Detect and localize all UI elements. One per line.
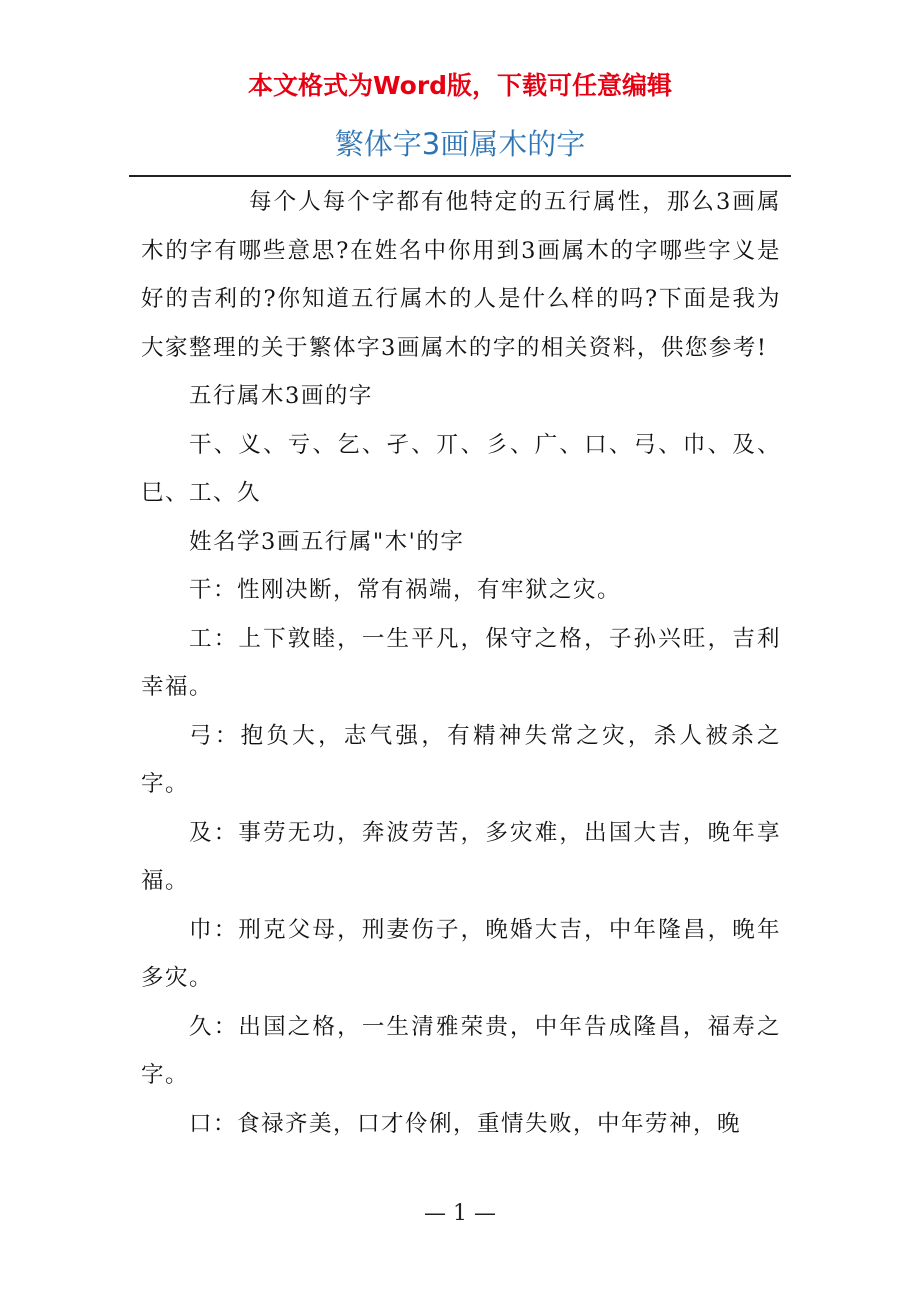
section-heading-meanings: 姓名学3画五行属"木'的字	[189, 528, 465, 555]
meaning-entry-kou: 口：食禄齐美，口才伶俐，重情失败，中年劳神，晚	[189, 1110, 742, 1137]
meaning-entry-gan: 干：性刚决断，常有祸端，有牢狱之灾。	[189, 577, 622, 603]
meaning-entry-gong-bow: 弓：抱负大，志气强，有精神失常之灾，杀人被杀之字。	[141, 722, 781, 797]
meaning-entry-ji: 及：事劳无功，奔波劳苦，多灾难，出国大吉，晚年享福。	[141, 819, 781, 894]
meaning-entry-jiu: 久：出国之格，一生清雅荣贵，中年告成隆昌，福寿之字。	[141, 1013, 781, 1088]
meaning-entry-jin: 巾：刑克父母，刑妻伤子，晚婚大吉，中年隆昌，晚年多灾。	[141, 916, 781, 991]
page-number: — 1 —	[424, 1201, 496, 1226]
intro-paragraph: 每个人每个字都有他特定的五行属性，那么3画属木的字有哪些意思?在姓名中你用到3画属木的字哪些字义是好的吉利的?你知道五行属木的人是什么样的吗?下面是我为大家整理的关于繁体字3画属木的字的相关资料，供您参考!	[141, 189, 781, 361]
section-heading-characters: 五行属木3画的字	[189, 383, 373, 409]
title-divider	[129, 175, 791, 177]
document-body	[141, 178, 781, 1148]
meaning-entry-gong: 工：上下敦睦，一生平凡，保守之格，子孙兴旺，吉利幸福。	[141, 625, 781, 700]
character-list: 干、义、亏、乞、孑、丌、彡、广、口、弓、巾、及、巳、工、久	[141, 431, 781, 506]
document-title: 繁体字3画属木的字	[334, 127, 586, 161]
format-notice-banner: 本文格式为Word版，下载可任意编辑	[247, 71, 673, 100]
